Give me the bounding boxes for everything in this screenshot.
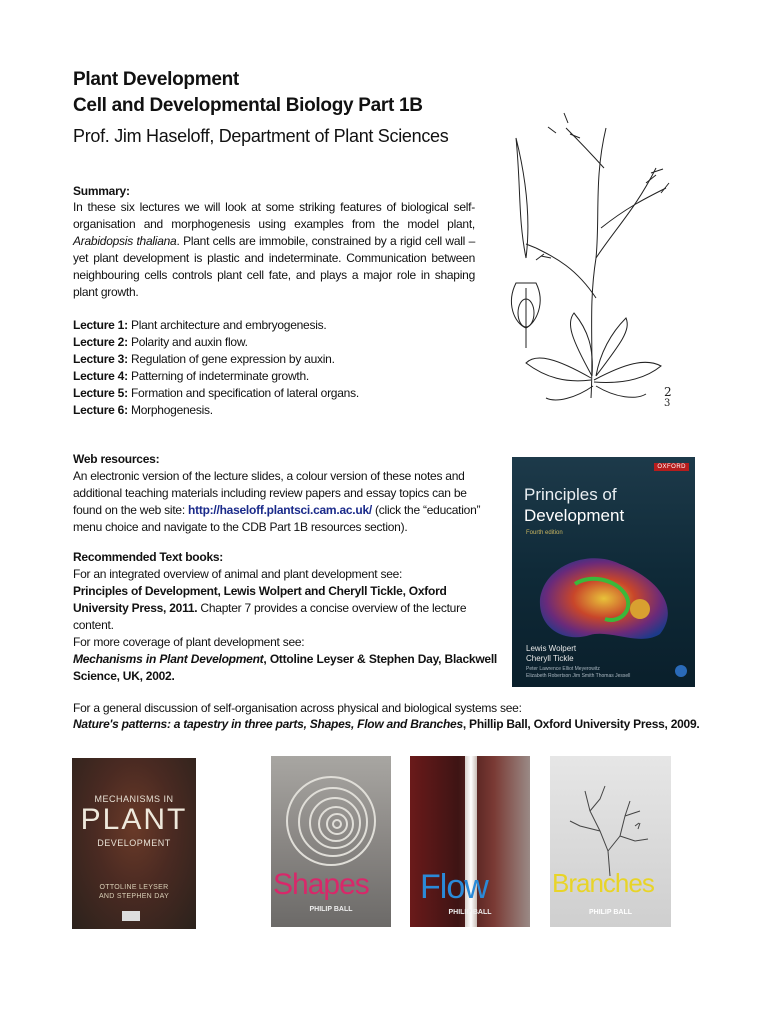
lecture-list <box>73 317 493 419</box>
lecture-item <box>73 317 493 334</box>
principles-contributors2: Elizabeth Robertson Jim Smith Thomas Jessell <box>526 673 631 679</box>
book-3-rest: , Phillip Ball, Oxford University Press, 2009. <box>462 717 700 731</box>
branches-title: Branches <box>552 868 654 898</box>
web-heading: Web resources: <box>73 452 160 466</box>
summary-text-part2: . Plant cells are immobile, constrained by a rigid cell wall – yet plant development is plastic and indeterminate. Communication between neighbouring cells controls plant cell fate, and plays a major role in shaping plant growth. <box>73 234 475 299</box>
book-1-citation: Principles of Development, Lewis Wolpert and Cheryll Tickle, Oxford University Press, 2011. <box>73 584 447 615</box>
lecture-item <box>73 385 493 402</box>
online-resource-icon <box>675 665 687 677</box>
embryo-image <box>520 539 690 649</box>
lecture-topic: Patterning of indeterminate growth. <box>130 369 309 383</box>
lecture-item <box>73 402 493 419</box>
web-link[interactable]: http://haseloff.plantsci.cam.ac.uk/ <box>188 503 372 517</box>
shapes-author: PHILIP BALL <box>309 906 353 913</box>
principles-author2: Cheryll Tickle <box>526 654 574 663</box>
summary-text <box>73 199 475 301</box>
page-title: Plant Development <box>73 69 239 90</box>
lecture-label: Lecture 5: <box>73 386 128 400</box>
lecture-topic: Morphogenesis. <box>130 403 213 417</box>
web-text-part1: An electronic version of the lecture slides, a colour version of these notes and additional teaching materials including review papers and essay topics can be found on the web site: <box>73 469 467 517</box>
mechanisms-authors2: AND STEPHEN DAY <box>98 893 170 900</box>
lecture-label: Lecture 1: <box>73 318 128 332</box>
mechanisms-line1: MECHANISMS IN <box>94 794 174 804</box>
svg-text:3: 3 <box>664 398 671 408</box>
lecture-topic: Polarity and auxin flow. <box>130 335 248 349</box>
lecture-label: Lecture 2: <box>73 335 128 349</box>
publisher-badge: OXFORD <box>654 463 689 471</box>
book-1 <box>73 583 505 634</box>
mechanisms-line2: PLANT <box>80 803 188 836</box>
summary-text-part1: In these six lectures we will look at some striking features of biological self-organisation and morphogenesis using examples from the model plant, <box>73 200 475 231</box>
lecture-item <box>73 351 493 368</box>
author-line: Prof. Jim Haseloff, Department of Plant Sciences <box>73 126 449 146</box>
principles-author1: Lewis Wolpert <box>526 644 577 653</box>
books-heading: Recommended Text books: <box>73 550 224 564</box>
branches-cover <box>550 756 671 927</box>
book-1-note: Chapter 7 provides a concise overview of the lecture content. <box>73 601 467 632</box>
book-2-rest: , Ottoline Leyser & Stephen Day, Blackwell Science, UK, 2002. <box>73 652 497 683</box>
svg-text:2: 2 <box>664 385 672 399</box>
books-intro-3: For a general discussion of self-organisation across physical and biological systems see: <box>73 701 522 715</box>
principles-title-line2: Development <box>524 506 625 525</box>
flow-cover <box>410 756 530 927</box>
principles-title-line1: Principles of <box>524 485 617 504</box>
branches-author: PHILIP BALL <box>588 909 633 916</box>
books-intro-2: For more coverage of plant development see: <box>73 635 305 649</box>
book-2-title: Mechanisms in Plant Development <box>73 652 264 666</box>
principles-edition: Fourth edition <box>526 530 563 536</box>
lecture-label: Lecture 4: <box>73 369 128 383</box>
flow-title: Flow <box>420 868 488 906</box>
lecture-item <box>73 334 493 351</box>
summary-species: Arabidopsis thaliana <box>73 234 177 248</box>
publisher-logo-icon <box>122 911 140 921</box>
books-intro-1: For an integrated overview of animal and plant development see: <box>73 567 403 581</box>
mechanisms-line3: DEVELOPMENT <box>97 838 171 848</box>
lecture-topic: Regulation of gene expression by auxin. <box>130 352 335 366</box>
web-text-part2: (click the “education” menu choice and navigate to the CDB Part 1B resources section). <box>73 503 481 534</box>
mechanisms-authors1: OTTOLINE LEYSER <box>99 884 169 891</box>
arabidopsis-illustration <box>496 108 696 408</box>
book-3-title: Nature's patterns: a tapestry in three parts, Shapes, Flow and Branches <box>73 717 463 731</box>
lecture-label: Lecture 6: <box>73 403 128 417</box>
lecture-topic: Plant architecture and embryogenesis. <box>130 318 327 332</box>
principles-contributors1: Peter Lawrence Elliot Meyerowitz <box>526 666 600 672</box>
shapes-title: Shapes <box>273 868 369 901</box>
course-title: Cell and Developmental Biology Part 1B <box>73 95 423 116</box>
summary-heading: Summary: <box>73 184 130 198</box>
book-2 <box>73 651 497 685</box>
flow-author: PHILIP BALL <box>448 909 492 916</box>
mechanisms-cover <box>72 758 196 929</box>
shapes-cover <box>271 756 391 927</box>
principles-of-development-cover <box>512 457 695 687</box>
web-text <box>73 468 495 536</box>
branching-pattern-image <box>560 771 660 881</box>
lecture-label: Lecture 3: <box>73 352 128 366</box>
lecture-topic: Formation and specification of lateral organs. <box>130 386 359 400</box>
lecture-item <box>73 368 493 385</box>
book-3 <box>73 716 703 733</box>
